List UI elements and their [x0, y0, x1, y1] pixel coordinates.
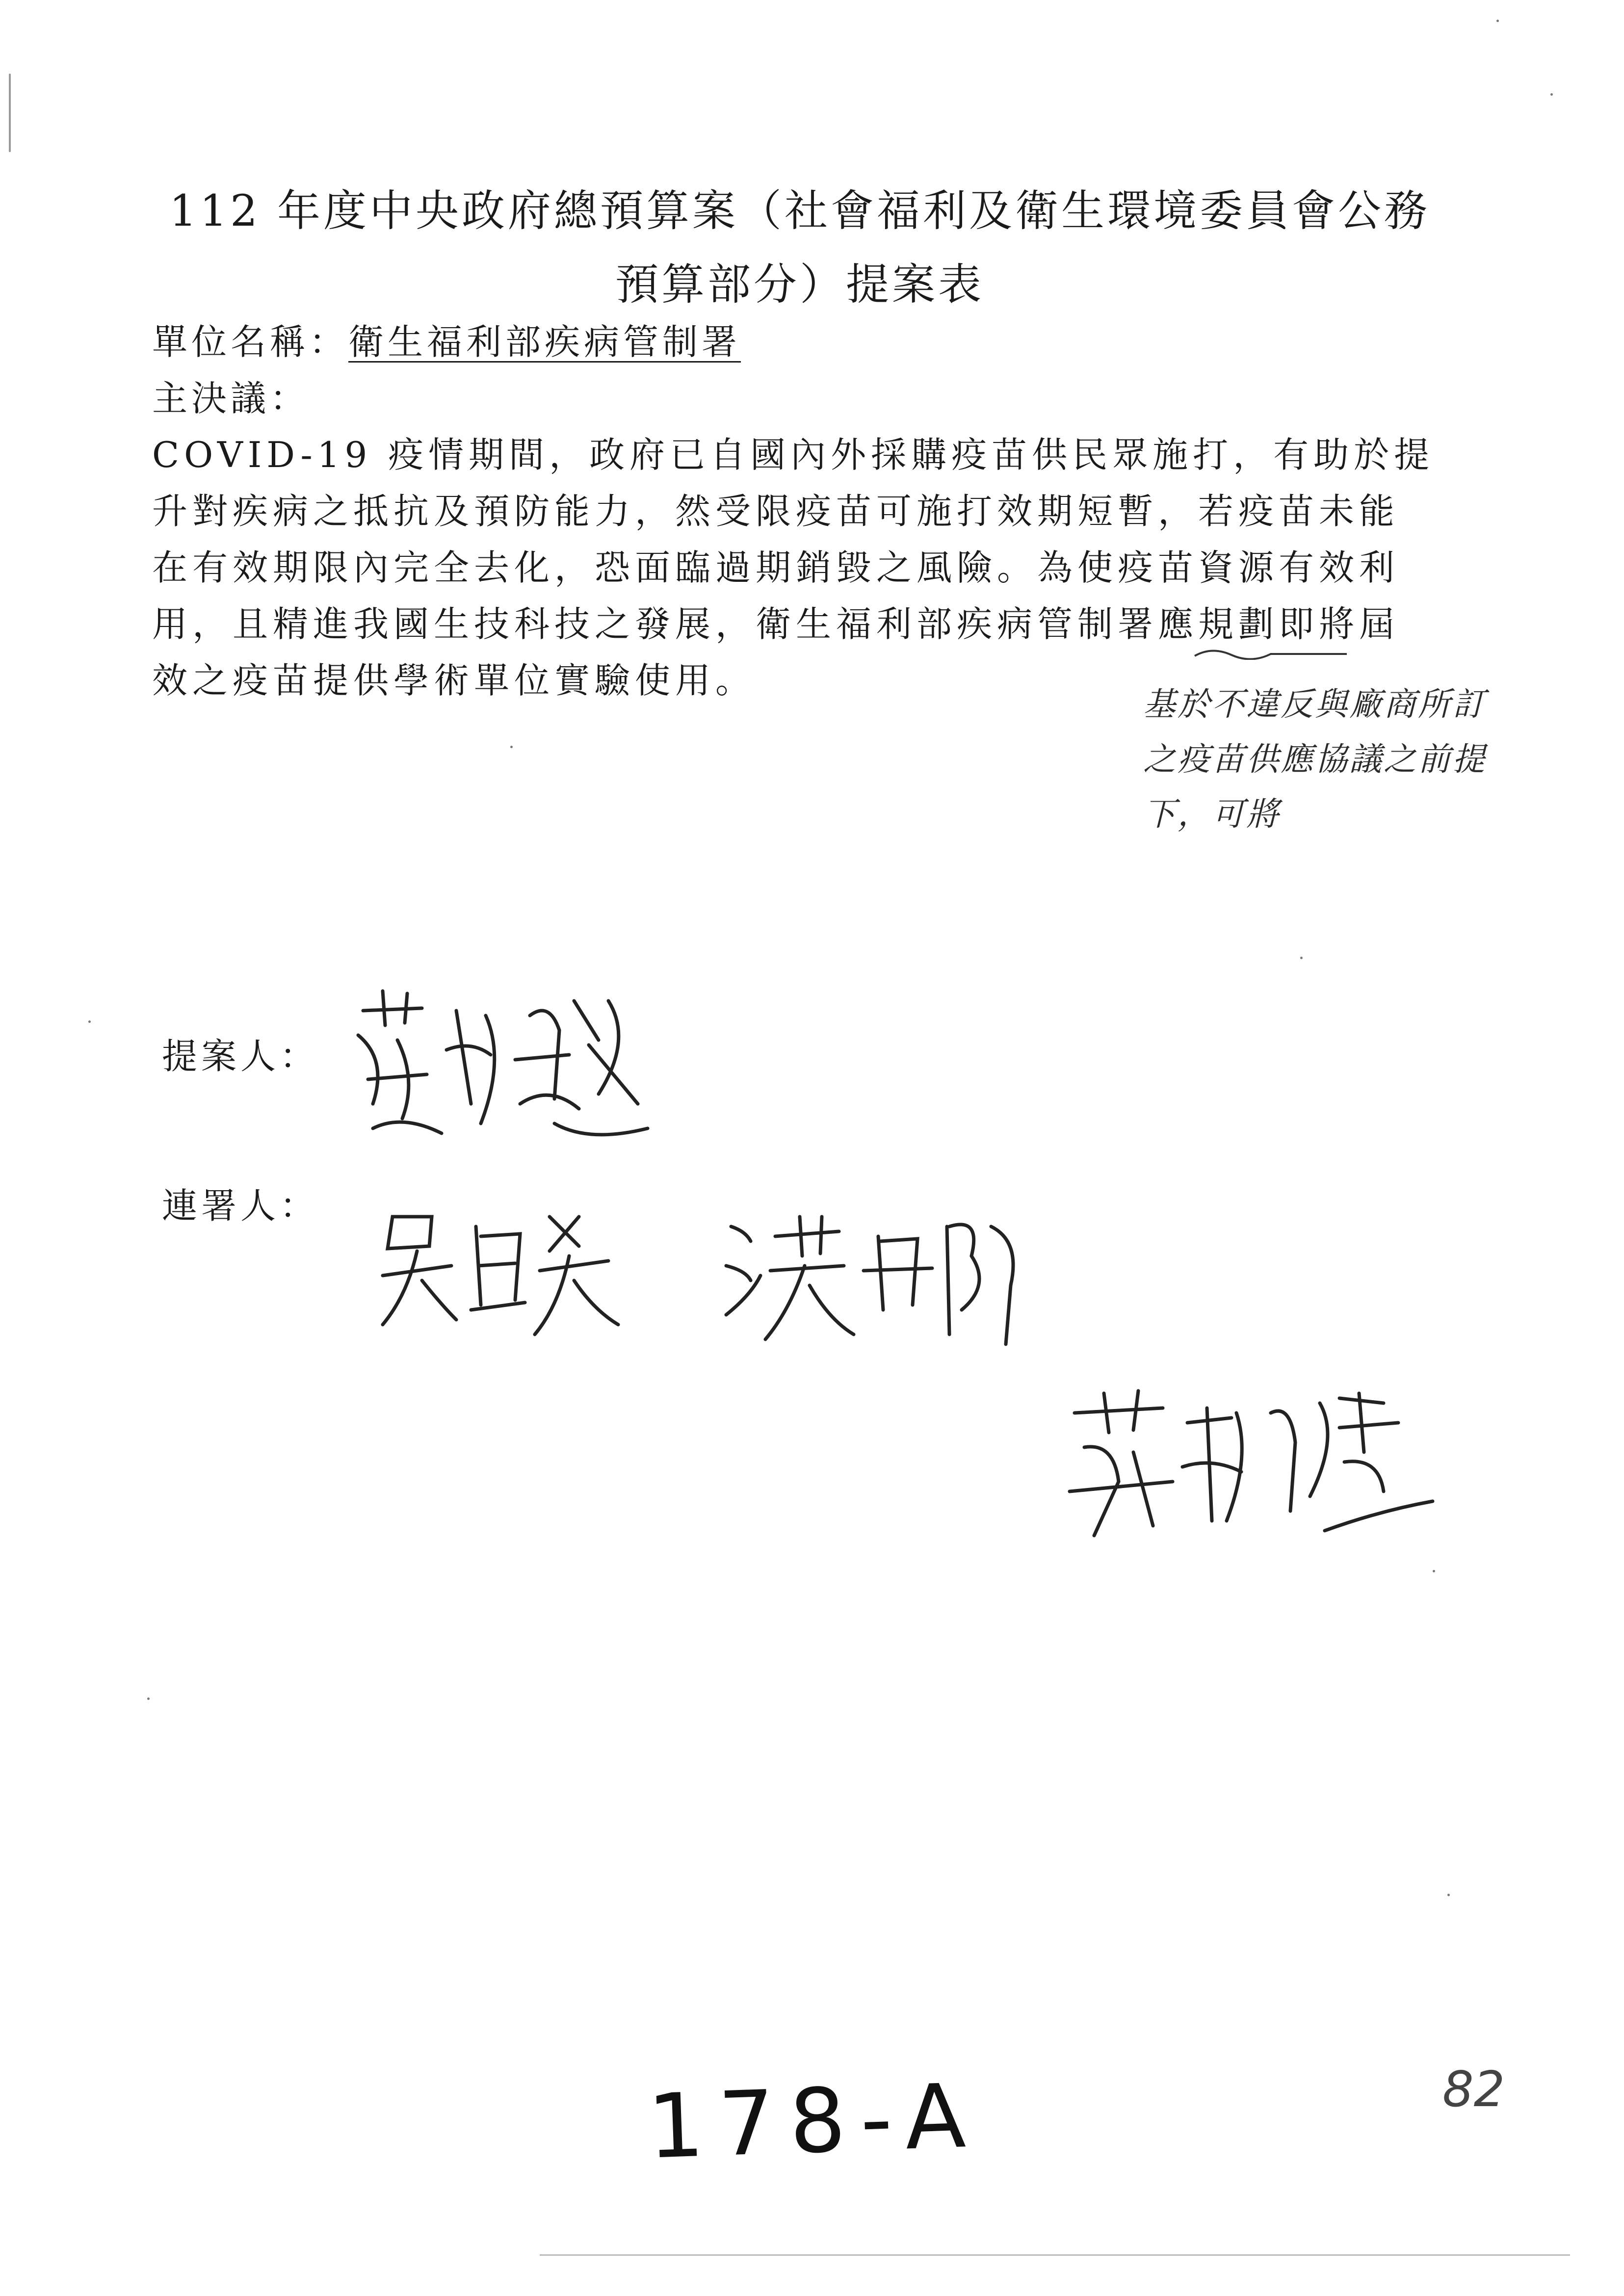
annotation-line: 基於不違反與廠商所訂 — [1143, 685, 1487, 723]
cosigner-signature-1 — [373, 1197, 628, 1344]
annotation-line: 下，可將 — [1143, 795, 1281, 833]
scan-speck — [1550, 93, 1553, 96]
additional-signature — [1065, 1383, 1438, 1550]
resolution-line: 升對疾病之抵抗及預防能力，然受限疫苗可施打效期短暫，若疫苗未能 — [152, 491, 1400, 532]
scan-speck — [510, 746, 513, 748]
unit-row — [152, 314, 1477, 370]
unit-name: 衛生福利部疾病管制署 — [348, 321, 741, 363]
scan-speck — [88, 1020, 91, 1023]
resolution-line: COVID-19 疫情期間，政府已自國內外採購疫苗供民眾施打，有助於提 — [152, 434, 1435, 475]
page-number: 82 — [1442, 2061, 1505, 2118]
title-line-2: 預算部分）提案表 — [615, 259, 984, 310]
resolution-line: 在有效期限內完全去化，恐面臨過期銷毀之風險。為使疫苗資源有效利 — [152, 547, 1400, 588]
handwritten-annotation — [1143, 677, 1487, 842]
scan-speck — [1300, 957, 1303, 959]
unit-label: 單位名稱： — [152, 321, 349, 363]
resolution-line: 用，且精進我國生技科技之發展，衛生福利部疾病管制署應規劃即將屆 — [152, 603, 1400, 645]
binding-mark — [9, 74, 11, 152]
bottom-rule — [540, 2254, 1570, 2256]
document-title — [137, 174, 1462, 321]
annotation-line: 之疫苗供應協議之前提 — [1143, 740, 1487, 778]
cosigner-signature-2 — [716, 1197, 1030, 1349]
scan-speck — [1447, 1894, 1450, 1896]
scan-speck — [147, 1697, 150, 1700]
cosigners-label: 連署人： — [162, 1185, 319, 1226]
resolution-line: 效之疫苗提供學術單位實驗使用。 — [152, 660, 756, 701]
document-code: 178-A — [646, 2064, 982, 2179]
proposer-signature — [343, 981, 662, 1143]
insertion-mark — [1192, 645, 1349, 660]
scan-speck — [1433, 1570, 1435, 1572]
proposer-label: 提案人： — [162, 1036, 319, 1077]
title-line-1: 112 年度中央政府總預算案（社會福利及衛生環境委員會公務 — [169, 185, 1430, 236]
resolution-label: 主決議： — [152, 378, 310, 419]
scan-speck — [1496, 20, 1499, 22]
